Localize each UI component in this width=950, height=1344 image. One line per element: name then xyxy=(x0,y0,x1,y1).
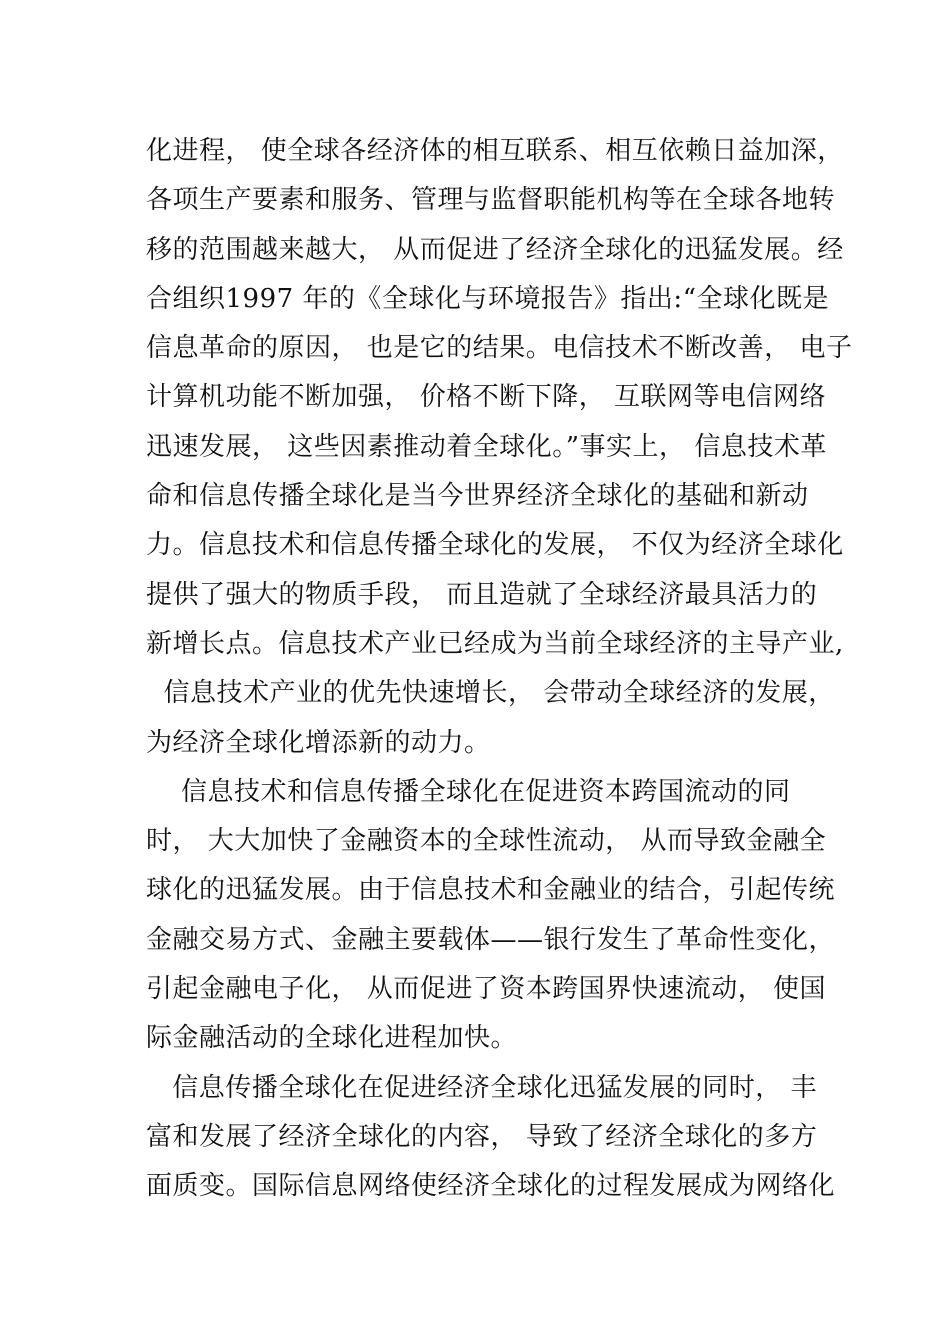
text-line: 新增长点。信息技术产业已经成为当前全球经济的主导产业, xyxy=(146,628,844,659)
text-line: 力。信息技术和信息传播全球化的发展， 不仅为经济全球化 xyxy=(146,530,844,561)
text-line: 富和发展了经济全球化的内容， 导致了经济全球化的多方 xyxy=(146,1121,818,1152)
text-line: 引起金融电子化， 从而促进了资本跨国界快速流动， 使国 xyxy=(146,974,827,1005)
text-line: 合组织1997 年的《全球化与环境报告》指出:“全球化既是 xyxy=(146,283,829,314)
text-line: 为经济全球化增添新的动力。 xyxy=(146,727,491,758)
text-line: 计算机功能不断加强， 价格不断下降， 互联网等电信网络 xyxy=(146,382,827,413)
text-line: 各项生产要素和服务、管理与监督职能机构等在全球各地转 xyxy=(146,185,836,216)
text-line: 金融交易方式、金融主要载体——银行发生了革命性变化， xyxy=(146,924,836,955)
text-line: 提供了强大的物质手段， 而且造就了全球经济最具活力的 xyxy=(146,579,818,610)
text-line: 信息技术和信息传播全球化在促进资本跨国流动的同 xyxy=(146,776,791,807)
text-line: 球化的迅猛发展。由于信息技术和金融业的结合，引起传统 xyxy=(146,875,836,906)
text-line: 命和信息传播全球化是当今世界经济全球化的基础和新动 xyxy=(146,481,809,512)
text-line: 移的范围越来越大， 从而促进了经济全球化的迅猛发展。经 xyxy=(146,234,844,265)
text-line: 际金融活动的全球化进程加快。 xyxy=(146,1023,518,1054)
text-line: 信息传播全球化在促进经济全球化迅猛发展的同时， 丰 xyxy=(146,1072,818,1103)
body-text xyxy=(146,127,853,1212)
text-line: 化进程， 使全球各经济体的相互联系、相互依赖日益加深， xyxy=(146,136,844,166)
text-line: 迅速发展， 这些因素推动着全球化。”事实上， 信息技术革 xyxy=(146,431,827,462)
text-line: 时， 大大加快了金融资本的全球性流动， 从而导致金融全 xyxy=(146,826,827,857)
text-line: 信息革命的原因， 也是它的结果。电信技术不断改善， 电子 xyxy=(146,333,853,364)
text-line: 信息技术产业的优先快速增长， 会带动全球经济的发展， xyxy=(146,678,835,709)
text-line: 面质变。国际信息网络使经济全球化的过程发展成为网络化 xyxy=(146,1171,836,1202)
